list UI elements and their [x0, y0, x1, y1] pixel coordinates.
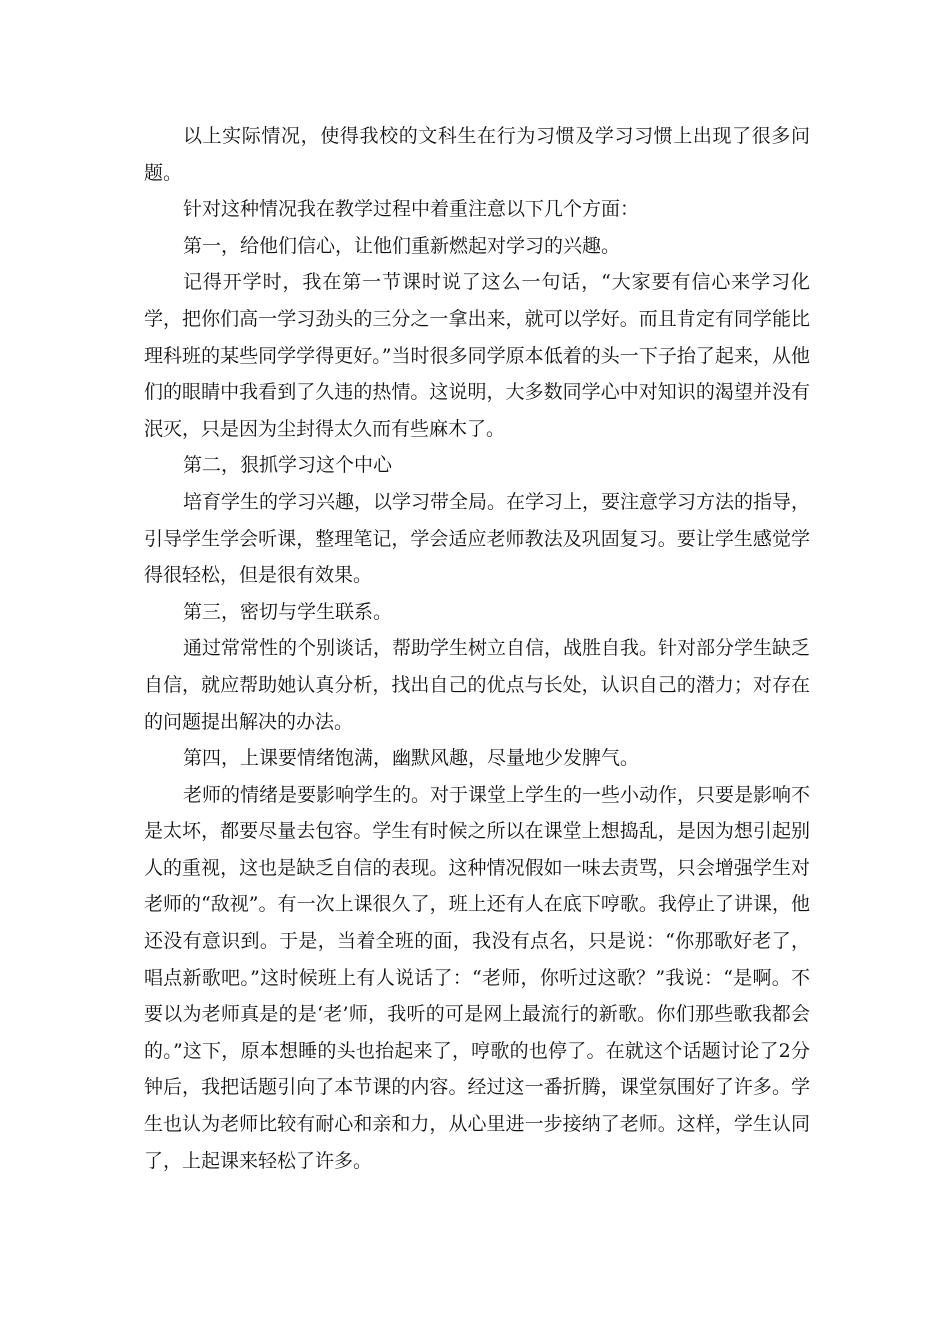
paragraph-point-one: 记得开学时，我在第一节课时说了这么一句话，“大家要有信心来学习化学，把你们高一学习劲头的三分之一拿出来，就可以学好。而且肯定有同学能比理科班的某些同学学得更好。”当时很多同学原本低着的头一下子抬了起来，从他们的眼睛中我看到了久违的热情。这说明，大多数同学心中对知识的渴望并没有泯灭，只是因为尘封得太久而有些麻木了。: [144, 271, 810, 440]
heading-point-four: 第四，上课要情绪饱满，幽默风趣，尽量地少发脾气。: [182, 747, 639, 770]
paragraph-problem-summary: 以上实际情况，使得我校的文科生在行为习惯及学习习惯上出现了很多问题。: [144, 125, 810, 184]
paragraph-point-three: 通过常常性的个别谈话，帮助学生树立自信，战胜自我。针对部分学生缺乏自信，就应帮助她认真分析，找出自己的优点与长处，认识自己的潜力；对存在的问题提出解决的办法。: [144, 637, 810, 733]
heading-point-three: 第三，密切与学生联系。: [182, 600, 392, 623]
heading-point-two: 第二，狠抓学习这个中心: [182, 454, 392, 477]
paragraph-approach-intro: 针对这种情况我在教学过程中着重注意以下几个方面：: [182, 198, 639, 221]
document-body: [144, 118, 810, 1179]
paragraph-point-two: 培育学生的学习兴趣，以学习带全局。在学习上，要注意学习方法的指导，引导学生学会听课，整理笔记，学会适应老师教法及巩固复习。要让学生感觉学得很轻松，但是很有效果。: [144, 490, 810, 587]
paragraph-point-four: 老师的情绪是要影响学生的。对于课堂上学生的一些小动作，只要是影响不是太坏，都要尽量去包容。学生有时候之所以在课堂上想捣乱，是因为想引起别人的重视，这也是缺乏自信的表现。这种情况假如一味去责骂，只会增强学生对老师的“敌视”。有一次上课很久了，班上还有人在底下哼歌。我停止了讲课，他还没有意识到。于是，当着全班的面，我没有点名，只是说：“你那歌好老了，唱点新歌吧。”这时候班上有人说话了：“老师，你听过这歌？”我说：“是啊。不要以为老师真是的是‘老’师，我听的可是网上最流行的新歌。你们那些歌我都会的。”这下，原本想睡的头也抬起来了，哼歌的也停了。在就这个话题讨论了2分钟后，我把话题引向了本节课的内容。经过这一番折腾，课堂氛围好了许多。学生也认为老师比较有耐心和亲和力，从心里进一步接纳了老师。这样，学生认同了，上起课来轻松了许多。: [144, 783, 810, 1172]
heading-point-one: 第一，给他们信心，让他们重新燃起对学习的兴趣。: [182, 234, 620, 257]
